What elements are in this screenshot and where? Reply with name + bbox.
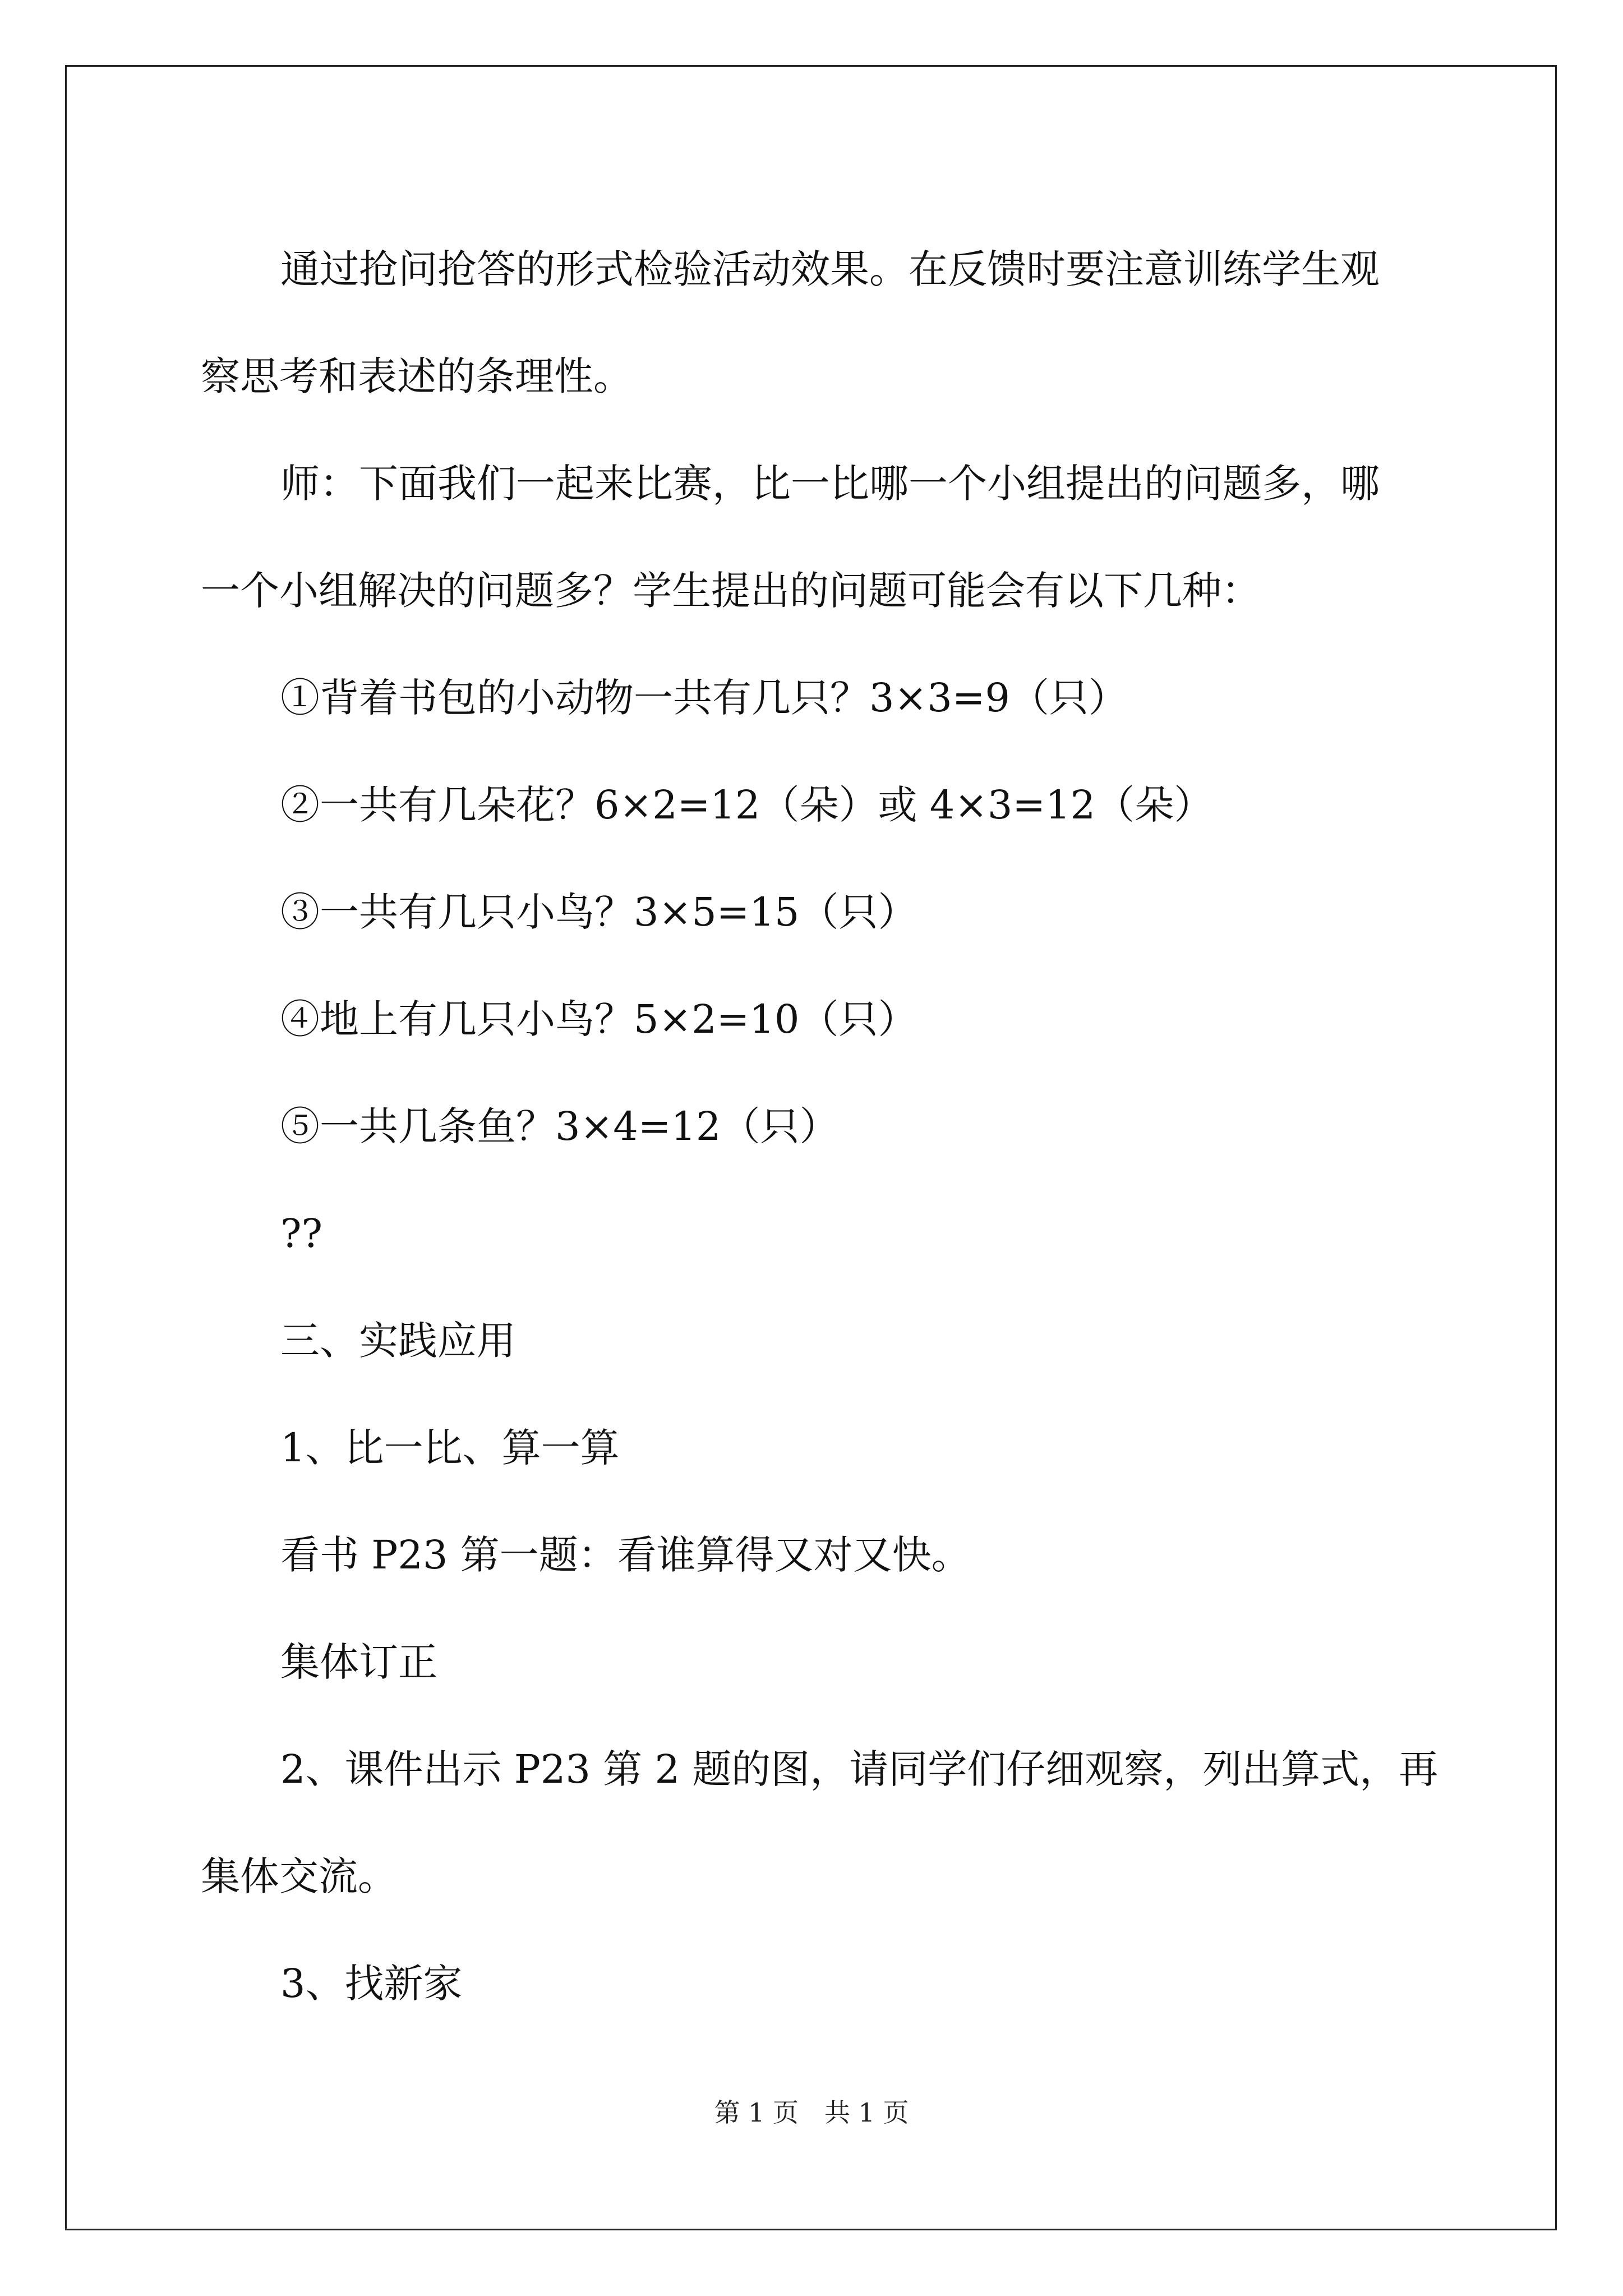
paragraph-line: 察思考和表述的条理性。 — [201, 353, 633, 399]
paragraph-line: 一个小组解决的问题多？学生提出的问题可能会有以下几种： — [201, 568, 1261, 614]
paragraph-line: 师：下面我们一起来比赛，比一比哪一个小组提出的问题多，哪 — [280, 461, 1380, 507]
page-footer: 第 1 页 共 1 页 — [714, 2097, 909, 2128]
section-heading: 三、实践应用 — [280, 1318, 516, 1364]
list-item: ⑤一共几条鱼？3×4=12（只） — [280, 1103, 839, 1149]
paragraph-line: 通过抢问抢答的形式检验活动效果。在反馈时要注意训练学生观 — [280, 246, 1380, 292]
document-body — [201, 216, 1438, 2037]
list-item: ③一共有几只小鸟？3×5=15（只） — [280, 889, 917, 935]
list-item: ②一共有几朵花？6×2=12（朵）或 4×3=12（朵） — [280, 782, 1214, 828]
paragraph-line: ?? — [280, 1211, 323, 1257]
paragraph-line: 集体交流。 — [201, 1853, 397, 1899]
paragraph-line: 集体订正 — [280, 1639, 437, 1685]
subsection-heading: 3、找新家 — [280, 1961, 463, 2007]
list-item: ①背着书包的小动物一共有几只？3×3=9（只） — [280, 675, 1128, 721]
paragraph-line: 看书 P23 第一题：看谁算得又对又快。 — [280, 1532, 971, 1578]
subsection-heading: 1、比一比、算一算 — [280, 1425, 620, 1471]
list-item: ④地上有几只小鸟？5×2=10（只） — [280, 996, 917, 1042]
paragraph-line: 2、课件出示 P23 第 2 题的图，请同学们仔细观察，列出算式，再 — [280, 1746, 1438, 1792]
